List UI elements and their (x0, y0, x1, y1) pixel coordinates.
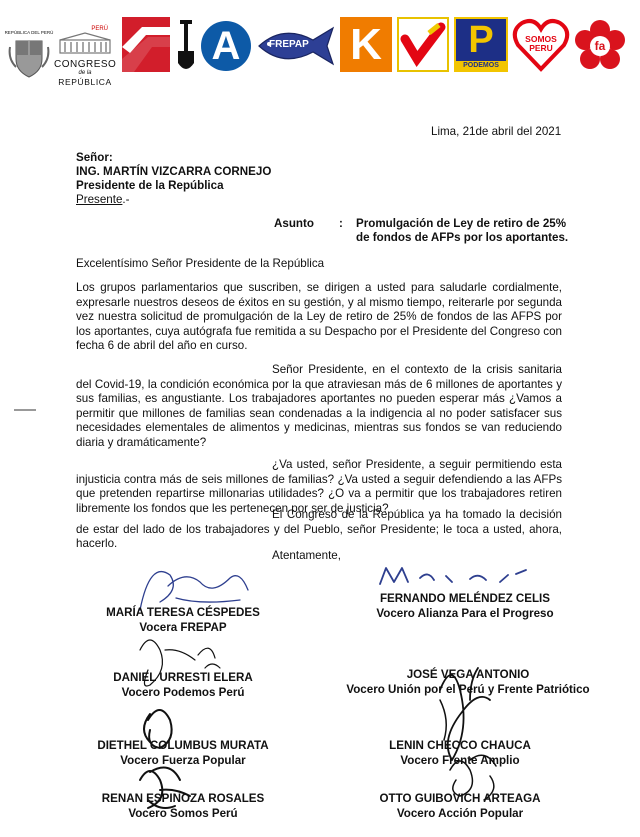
congreso-de-la: de la (78, 70, 92, 76)
paragraph-3: ¿Va usted, señor Presidente, a seguir permitiendo esta injusticia contra más de seis millones de familias? ¿Va usted a seguir defendiendo a las AFPs que pretenden repartirse millonarias utilidades? ¿O va a permitir que los trabajadores retiren libremente los fondos que les pertenecen por ser de justicia? (76, 458, 562, 515)
present-text: Presente (76, 193, 123, 206)
signatory-8 (360, 791, 560, 821)
signatory-name: RENAN ESPINOZA ROSALES (101, 792, 265, 805)
signatory-role: Vocero Acción Popular (396, 807, 524, 820)
signatory-7 (88, 791, 278, 821)
paragraph-2: Señor Presidente, en el contexto de la crisis sanitaria del Covid-19, la condición económica por la que atraviesan más de 6 millones de aportantes y sus familias, es angustiante. Los trabajadores aportantes no pueden esperar más ¿Vamos a permitir que millones de familias sean condenadas a la indigencia al no poder satisfacer sus necesidades elementales de alimentos y medicinas, mientras sus fondos se van reduciendo diaria y dramáticamente? (76, 363, 562, 449)
signature-melendez (380, 568, 526, 584)
subject-label: Asunto (274, 217, 314, 230)
podemos-letter: P (468, 19, 494, 61)
subject-colon: : (339, 217, 343, 230)
signatory-3 (88, 670, 278, 700)
signatory-4 (318, 667, 618, 697)
peru-shield-caption: REPÚBLICA DEL PERÚ (4, 30, 54, 35)
upp-letter: A (211, 24, 241, 68)
signatory-name: FERNANDO MELÉNDEZ CELIS (379, 592, 551, 605)
congreso-republica: REPÚBLICA (58, 77, 112, 87)
subject-line-2: de fondos de AFPs por los aportantes. (356, 231, 569, 244)
fa-letter: fa (594, 39, 606, 53)
signatory-name: MARÍA TERESA CÉSPEDES (106, 606, 260, 619)
fp-letter: K (350, 20, 382, 69)
signatory-5 (88, 738, 278, 768)
signatory-role: Vocero Alianza Para el Progreso (376, 607, 554, 620)
signatory-role: Vocera FREPAP (139, 621, 227, 634)
signatory-1 (88, 605, 278, 635)
closing: Atentamente, (272, 549, 341, 562)
signatory-role: Vocero Fuerza Popular (120, 754, 246, 767)
recipient-name: ING. MARTÍN VIZCARRA CORNEJO (76, 165, 272, 178)
paragraph-4: El Congreso de la República ya ha tomado la decisión de estar del lado de los trabajadores y del Pueblo, señor Presidente; le toca a usted, ahora, hacerlo. (76, 508, 562, 551)
paragraph-1: Los grupos parlamentarios que suscriben, se dirigen a usted para saludarle cordialmente, expresarle nuestros deseos de éxitos en su gestión, y al mismo tiempo, reiterarle por segunda vez nuestra solicitud de promulgación de la Ley de retiro de 25% de fondos de las AFPS por los aportantes, cuya autógrafa fue remitida a su Despacho por el Presidente del Congreso con fecha 6 de abril del año en curso. (76, 281, 562, 353)
present-suffix: .- (122, 193, 130, 206)
greeting: Excelentísimo Señor Presidente de la República (76, 257, 325, 270)
somos-peru-label: SOMOS PERU (525, 34, 557, 53)
signatory-name: LENIN CHECCO CHAUCA (389, 739, 531, 752)
recipient-title: Presidente de la República (76, 179, 224, 192)
signature-checco (440, 700, 446, 740)
podemos-caption: PODEMOS (456, 61, 506, 70)
signatory-name: JOSÉ VEGA ANTONIO (406, 668, 530, 681)
place-date: Lima, 21de abril del 2021 (431, 125, 562, 138)
signatory-name: DIETHEL COLUMBUS MURATA (97, 739, 269, 752)
signatory-name: DANIEL URRESTI ELERA (113, 671, 253, 684)
signatory-name: OTTO GUIBOVICH ARTEAGA (379, 792, 541, 805)
congreso-title: CONGRESO (54, 59, 117, 70)
signatory-2 (340, 591, 590, 621)
salutation: Señor: (76, 151, 113, 164)
signatory-role: Vocero Podemos Perú (121, 686, 245, 699)
congreso-peru-label: PERÚ (91, 26, 108, 32)
signatory-role: Vocero Somos Perú (128, 807, 238, 820)
signatory-role: Vocero Frente Amplio (400, 754, 520, 767)
subject-line-1: Promulgación de Ley de retiro de 25% (356, 217, 567, 230)
frepap-label: FREPAP (269, 39, 309, 50)
signatory-role: Vocero Unión por el Perú y Frente Patriótico (346, 683, 590, 696)
signatory-6 (360, 738, 560, 768)
